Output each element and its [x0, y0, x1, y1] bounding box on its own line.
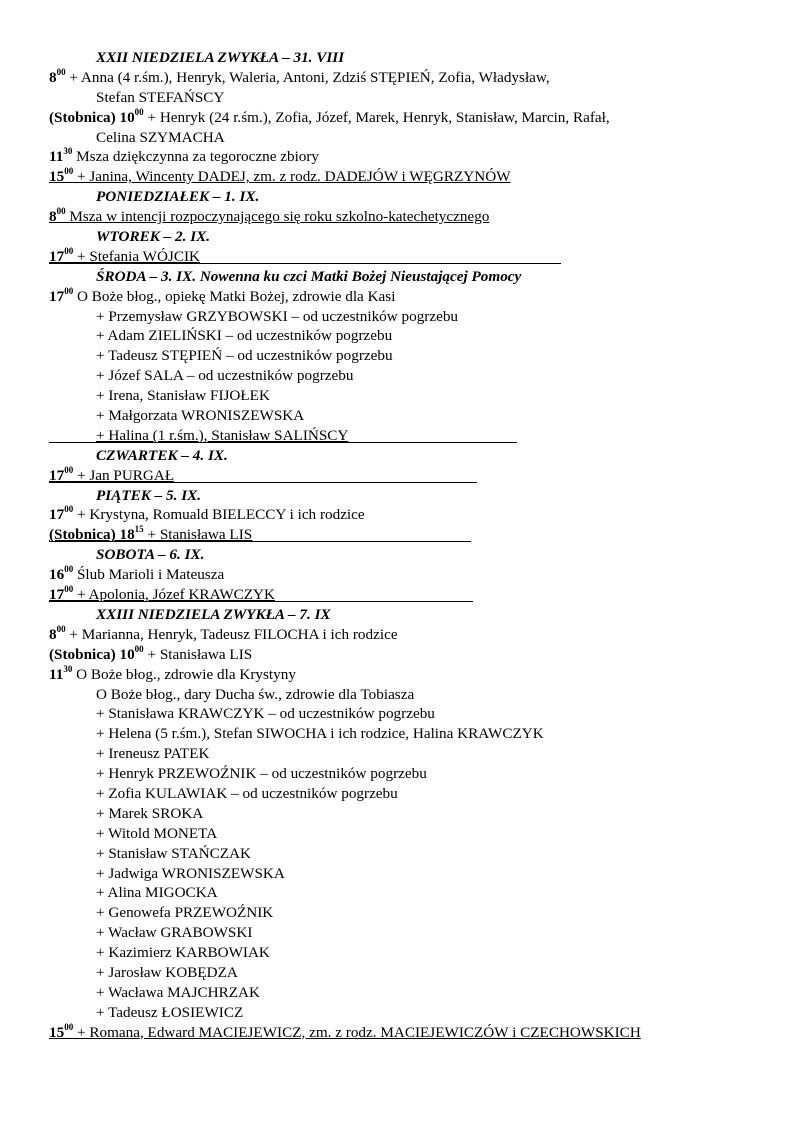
- intention-text: Stefan STEFAŃSCY: [96, 88, 225, 106]
- mass-time-minute: 00: [64, 583, 74, 594]
- underline-fill: [49, 442, 517, 443]
- mass-time-hour: 8: [49, 208, 57, 226]
- mass-time-hour: 17: [49, 506, 65, 524]
- intention-continuation: [49, 128, 749, 148]
- intention-text: + Henryk (24 r.śm.), Zofia, Józef, Marek, Henryk, Stanisław, Marcin, Rafał,: [143, 108, 610, 126]
- intention-continuation: [49, 88, 749, 108]
- intention-text: + Janina, Wincenty DADEJ, zm. z rodz. DADEJÓW i WĘGRZYNÓW: [73, 168, 511, 186]
- mass-entry-content: [49, 285, 396, 305]
- day-heading: XXII NIEDZIELA ZWYKŁA – 31. VIII: [96, 49, 345, 66]
- intention-continuation: [49, 685, 749, 705]
- mass-location: (Stobnica): [49, 645, 120, 663]
- mass-entry: [49, 147, 749, 167]
- intention-continuation: [49, 307, 749, 327]
- intention-text: + Adam ZIELIŃSKI – od uczestników pogrzebu: [96, 327, 393, 345]
- mass-time-hour: 8: [49, 68, 57, 86]
- intention-continuation: [49, 963, 749, 983]
- intention-text: + Tadeusz ŁOSIEWICZ: [96, 1003, 244, 1021]
- intention-text: O Boże błog., dary Ducha św., zdrowie dla Tobiasza: [96, 685, 415, 703]
- mass-entry-content: [49, 643, 253, 663]
- intention-text: Ślub Marioli i Mateusza: [73, 566, 225, 584]
- intention-continuation: [49, 864, 749, 884]
- mass-time-hour: 18: [119, 526, 135, 544]
- mass-entry-content: [49, 623, 398, 643]
- underline-fill: [49, 541, 471, 542]
- intention-text: + Ireneusz PATEK: [96, 745, 210, 763]
- intention-text: Msza w intencji rozpoczynającego się roku szkolno-katechetycznego: [65, 208, 490, 226]
- mass-entry: [49, 68, 749, 88]
- mass-location: (Stobnica): [49, 526, 120, 544]
- intention-continuation: [49, 943, 749, 963]
- mass-entry: [49, 167, 749, 187]
- mass-time-minute: 15: [134, 524, 144, 535]
- intention-text: O Boże błog., opiekę Matki Bożej, zdrowie dla Kasi: [73, 287, 396, 305]
- mass-time-hour: 17: [49, 247, 65, 265]
- mass-entry-content: [49, 506, 365, 523]
- mass-time-minute: 00: [134, 106, 144, 117]
- day-heading: WTOREK – 2. IX.: [96, 228, 211, 246]
- day-heading: XXIII NIEDZIELA ZWYKŁA – 7. IX: [96, 605, 331, 623]
- mass-entry: [49, 1023, 749, 1043]
- mass-entry-content: [49, 566, 224, 583]
- mass-entry-content: [49, 1021, 641, 1041]
- mass-time-minute: 00: [56, 623, 66, 634]
- mass-time-minute: 00: [64, 245, 74, 256]
- mass-entry: [49, 108, 749, 128]
- mass-time-hour: 17: [49, 586, 65, 604]
- intention-continuation: [49, 883, 749, 903]
- mass-location: (Stobnica): [49, 108, 120, 126]
- day-heading: PIĄTEK – 5. IX.: [96, 486, 202, 504]
- intention-text: + Tadeusz STĘPIEŃ – od uczestników pogrzebu: [96, 347, 393, 365]
- mass-entry: [49, 585, 749, 605]
- intention-text: + Stanisława LIS: [143, 526, 253, 544]
- mass-time-minute: 00: [64, 1021, 74, 1032]
- mass-time-hour: 17: [49, 287, 65, 305]
- intention-text: + Alina MIGOCKA: [96, 884, 218, 902]
- mass-entry: [49, 645, 749, 665]
- intention-text: + Stanisława KRAWCZYK – od uczestników pogrzebu: [96, 705, 435, 723]
- mass-time-minute: 00: [64, 564, 74, 575]
- intention-continuation: [49, 366, 749, 386]
- underline-fill: [49, 263, 561, 264]
- mass-time-minute: 00: [56, 66, 66, 77]
- day-heading: SOBOTA – 6. IX.: [96, 546, 205, 564]
- mass-entry: [49, 525, 749, 545]
- mass-time-hour: 8: [49, 625, 57, 643]
- mass-time-minute: 00: [64, 285, 74, 296]
- mass-time-hour: 16: [49, 566, 65, 584]
- intention-text: Celina SZYMACHA: [96, 128, 225, 146]
- mass-time-hour: 10: [119, 108, 135, 126]
- mass-time-minute: 00: [64, 504, 74, 515]
- intention-text: + Irena, Stanisław FIJOŁEK: [96, 387, 270, 405]
- mass-intentions-document: [49, 48, 749, 1043]
- mass-time-hour: 15: [49, 1023, 65, 1041]
- mass-time-minute: 00: [64, 464, 74, 475]
- mass-entry: [49, 247, 749, 267]
- mass-time-minute: 30: [63, 663, 73, 674]
- intention-text: + Wacława MAJCHRZAK: [96, 983, 260, 1001]
- mass-entry: [49, 466, 749, 486]
- mass-entry: [49, 207, 749, 227]
- intention-continuation: [49, 406, 749, 426]
- intention-continuation: [49, 764, 749, 784]
- intention-continuation: [49, 1003, 749, 1023]
- intention-text: + Romana, Edward MACIEJEWICZ, zm. z rodz. MACIEJEWICZÓW i CZECHOWSKICH: [73, 1023, 641, 1041]
- mass-entry-content: [49, 106, 610, 126]
- intention-text: + Helena (5 r.śm.), Stefan SIWOCHA i ich rodzice, Halina KRAWCZYK: [96, 725, 544, 743]
- mass-entry-content: [49, 663, 296, 683]
- mass-entry: [49, 287, 749, 307]
- intention-text: + Henryk PRZEWOŹNIK – od uczestników pogrzebu: [96, 765, 427, 783]
- intention-text: + Kazimierz KARBOWIAK: [96, 944, 270, 962]
- intention-text: + Małgorzata WRONISZEWSKA: [96, 407, 305, 425]
- intention-text: + Witold MONETA: [96, 824, 218, 842]
- intention-text: + Stanisława LIS: [143, 645, 253, 663]
- intention-text: + Przemysław GRZYBOWSKI – od uczestników pogrzebu: [96, 307, 459, 325]
- intention-text: + Genowefa PRZEWOŹNIK: [96, 904, 274, 922]
- intention-continuation: [49, 844, 749, 864]
- intention-continuation: [49, 426, 749, 446]
- intention-text: + Jan PURGAŁ: [73, 466, 175, 484]
- mass-time-minute: 00: [134, 643, 144, 654]
- underline-fill: [49, 601, 473, 602]
- intention-continuation: [49, 704, 749, 724]
- intention-text: + Anna (4 r.śm.), Henryk, Waleria, Antoni, Zdziś STĘPIEŃ, Zofia, Władysław,: [65, 68, 550, 86]
- intention-continuation: [49, 724, 749, 744]
- intention-text: + Marek SROKA: [96, 804, 204, 822]
- day-heading: CZWARTEK – 4. IX.: [96, 446, 228, 464]
- intention-text: + Józef SALA – od uczestników pogrzebu: [96, 367, 354, 385]
- mass-time-hour: 10: [119, 645, 135, 663]
- mass-entry: [49, 505, 749, 525]
- intention-continuation: [49, 326, 749, 346]
- intention-text: + Krystyna, Romuald BIELECCY i ich rodzice: [73, 506, 365, 524]
- mass-entry-content: [49, 148, 319, 165]
- intention-text: + Jadwiga WRONISZEWSKA: [96, 864, 285, 882]
- intention-continuation: [49, 346, 749, 366]
- day-heading: PONIEDZIAŁEK – 1. IX.: [96, 188, 260, 206]
- intention-text: + Stanisław STAŃCZAK: [96, 844, 252, 862]
- mass-time-hour: 11: [49, 665, 64, 683]
- mass-time-minute: 30: [63, 146, 73, 157]
- mass-entry: [49, 665, 749, 685]
- mass-time-minute: 00: [56, 206, 66, 217]
- intention-continuation: [49, 824, 749, 844]
- intention-text: + Apolonia, Józef KRAWCZYK: [73, 586, 275, 604]
- intention-continuation: [49, 386, 749, 406]
- mass-time-hour: 11: [49, 148, 64, 166]
- intention-continuation: [49, 903, 749, 923]
- intention-text: Msza dziękczynna za tegoroczne zbiory: [72, 148, 320, 166]
- mass-entry-content: [49, 66, 550, 86]
- intention-text: O Boże błog., zdrowie dla Krystyny: [72, 665, 296, 683]
- intention-text: + Stefania WÓJCIK: [73, 247, 200, 265]
- intention-text: + Zofia KULAWIAK – od uczestników pogrzebu: [96, 784, 398, 802]
- mass-entry: [49, 565, 749, 585]
- mass-time-hour: 15: [49, 168, 65, 186]
- intention-continuation: [49, 784, 749, 804]
- underline-fill: [49, 482, 477, 483]
- intention-continuation: [49, 983, 749, 1003]
- mass-entry-content: [49, 208, 489, 225]
- intention-text: + Wacław GRABOWSKI: [96, 924, 253, 942]
- mass-entry: [49, 625, 749, 645]
- intention-continuation: [49, 923, 749, 943]
- mass-time-hour: 17: [49, 466, 65, 484]
- mass-time-minute: 00: [64, 166, 74, 177]
- intention-text: + Halina (1 r.śm.), Stanisław SALIŃSCY: [96, 426, 349, 444]
- mass-entry-content: [49, 168, 511, 185]
- intention-text: + Marianna, Henryk, Tadeusz FILOCHA i ich rodzice: [65, 625, 398, 643]
- intention-text: + Jarosław KOBĘDZA: [96, 963, 238, 981]
- intention-continuation: [49, 804, 749, 824]
- intention-continuation: [49, 744, 749, 764]
- day-heading: ŚRODA – 3. IX. Nowenna ku czci Matki Bożej Nieustającej Pomocy: [96, 267, 522, 285]
